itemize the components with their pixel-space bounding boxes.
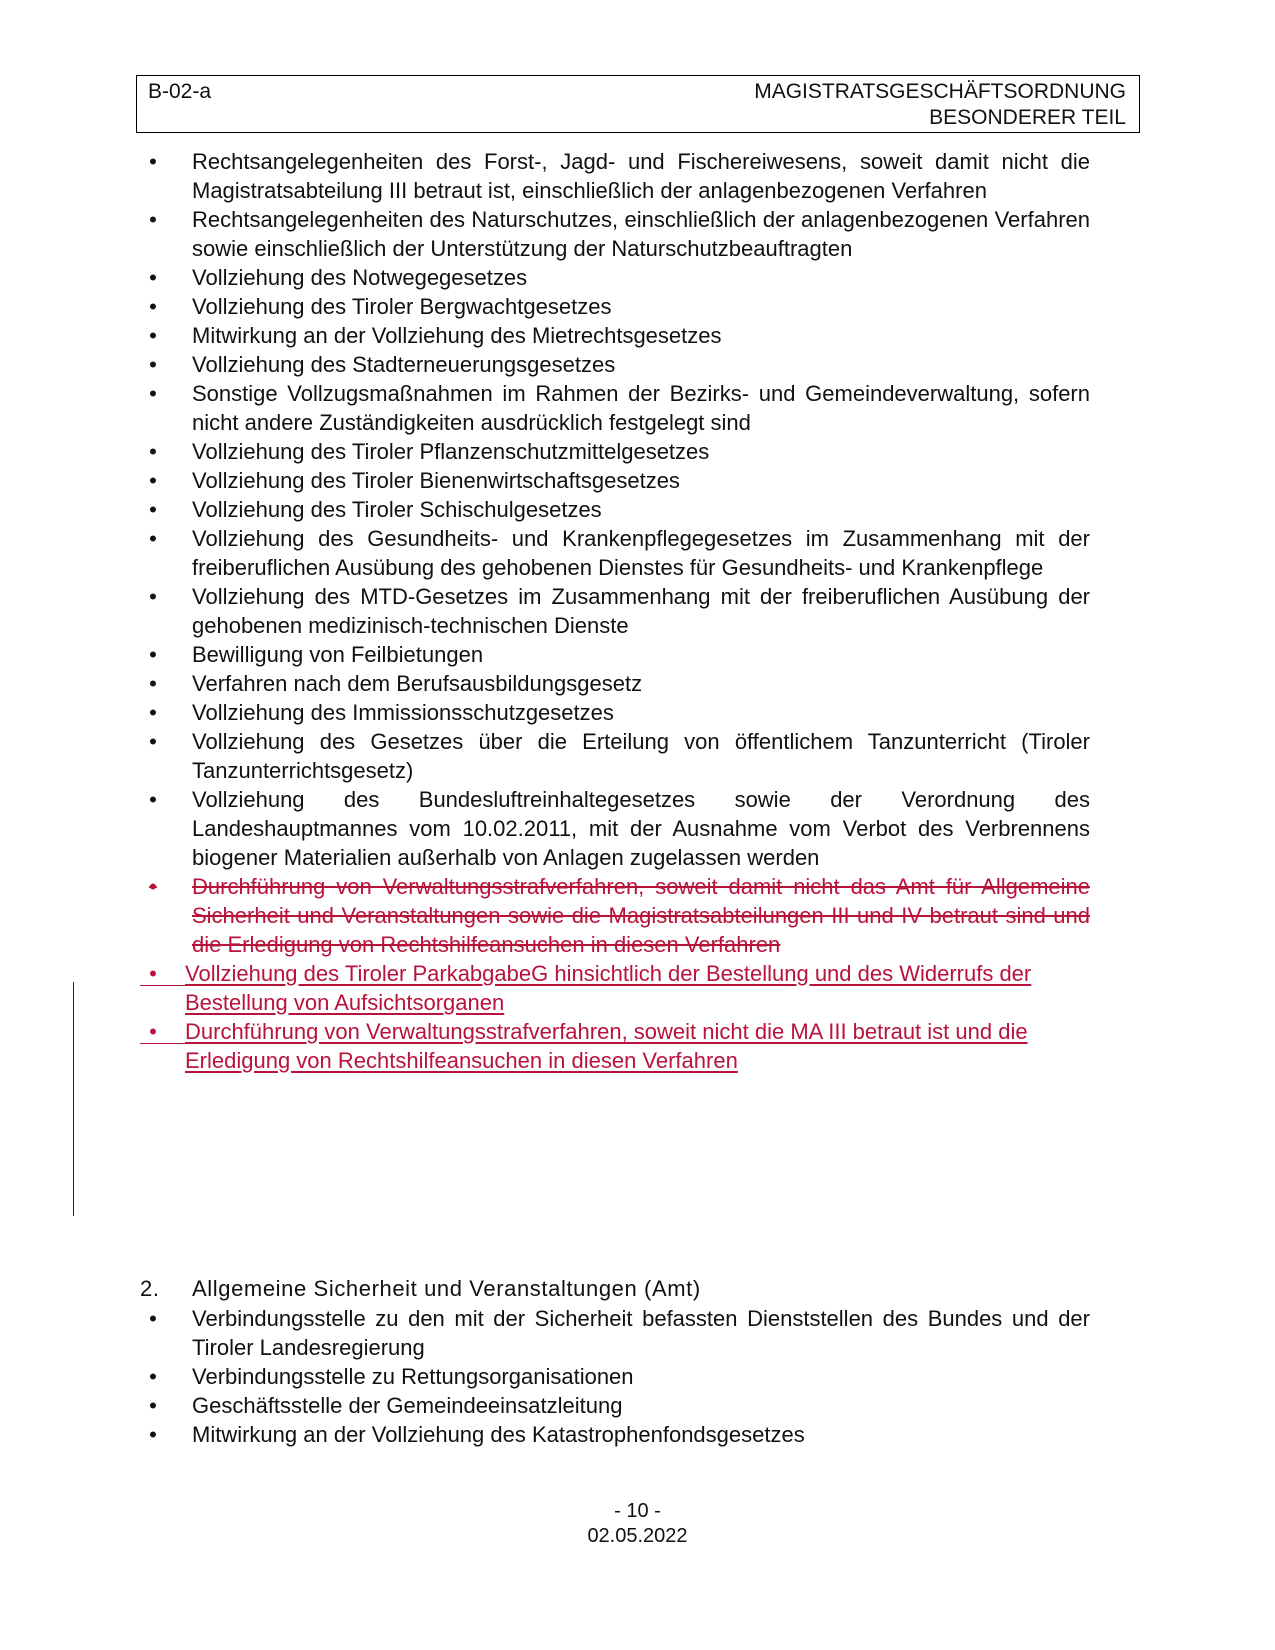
bullet-icon: •	[149, 671, 157, 696]
list-item	[140, 437, 1090, 466]
list-item	[140, 582, 1090, 640]
list-item	[140, 1304, 1090, 1362]
bullet-icon: •	[149, 1019, 157, 1044]
page-number: - 10 -	[614, 1500, 661, 1522]
list-item-text: Vollziehung des Bundesluftreinhaltegesetzes sowie der Verordnung des Landeshauptmannes vom 10.02.2011, mit der Ausnahme vom Verbot des Verbrennens biogener Materialien außerhalb von Anlagen zugelassen werden	[192, 787, 1090, 870]
list-item	[140, 350, 1090, 379]
bullet-icon: •	[149, 323, 157, 348]
bullet-icon: •	[149, 352, 157, 377]
section2-list	[140, 1304, 1090, 1449]
section-number: 2.	[140, 1276, 160, 1301]
list-item-text: Vollziehung des Notwegegesetzes	[192, 265, 528, 290]
list-item-text: Vollziehung des Gesetzes über die Erteilung von öffentlichem Tanzunterricht (Tiroler Tanzunterrichtsgesetz)	[192, 729, 1090, 783]
document-title	[754, 79, 1126, 131]
bullet-icon: •	[149, 787, 157, 812]
bullet-icon: •	[149, 642, 157, 667]
bullet-icon: •	[149, 1393, 157, 1418]
list-item	[140, 698, 1090, 727]
bullet-icon: •	[149, 1364, 157, 1389]
document-title-line2: BESONDERER TEIL	[929, 106, 1126, 129]
bullet-icon: •	[149, 439, 157, 464]
document-title-line1: MAGISTRATSGESCHÄFTSORDNUNG	[754, 80, 1126, 103]
deleted-list-item	[140, 872, 1090, 959]
list-item-text: Mitwirkung an der Vollziehung des Mietrechtsgesetzes	[192, 323, 722, 348]
revision-bar	[73, 982, 74, 1216]
list-item-text: Vollziehung des Immissionsschutzgesetzes	[192, 700, 614, 725]
list-item-text: Vollziehung des Gesundheits- und Krankenpflegegesetzes im Zusammenhang mit der freiberuflichen Ausübung des gehobenen Dienstes für Gesundheits- und Krankenpflege	[192, 526, 1090, 580]
inserted-list-item	[140, 1017, 1090, 1075]
bullet-icon: •	[149, 381, 157, 406]
list-item	[140, 669, 1090, 698]
list-item	[140, 263, 1090, 292]
bullet-icon: •	[149, 874, 157, 899]
bullet-icon: •	[149, 1422, 157, 1447]
list-item	[140, 785, 1090, 872]
bullet-icon: •	[149, 294, 157, 319]
list-item-text: Geschäftsstelle der Gemeindeeinsatzleitung	[192, 1393, 623, 1418]
list-item-text: Verbindungsstelle zu den mit der Sicherheit befassten Dienststellen des Bundes und der Tiroler Landesregierung	[192, 1306, 1090, 1360]
list-item	[140, 466, 1090, 495]
bullet-icon: •	[149, 468, 157, 493]
bullet-icon: •	[149, 961, 157, 986]
document-code: B-02-a	[148, 80, 212, 103]
list-item-text: Bewilligung von Feilbietungen	[192, 642, 484, 667]
list-item-text: Vollziehung des Tiroler Bergwachtgesetzes	[192, 294, 612, 319]
bullet-icon: •	[149, 149, 157, 174]
list-item	[140, 640, 1090, 669]
list-item-text: Rechtsangelegenheiten des Naturschutzes, einschließlich der anlagenbezogenen Verfahren sowie einschließlich der Unterstützung der Naturschutzbeauftragten	[192, 207, 1090, 261]
inserted-item-text: Vollziehung des Tiroler ParkabgabeG hinsichtlich der Bestellung und des Widerrufs der Bestellung von Aufsichtsorganen	[185, 961, 1032, 1015]
bullet-icon: •	[149, 526, 157, 551]
deleted-item-text: Durchführung von Verwaltungsstrafverfahren, soweit damit nicht das Amt für Allgemeine Sicherheit und Veranstaltungen sowie die Magistratsabteilungen III und IV betraut sind und die Erledigung von Rechtshilfeansuchen in diesen Verfahren	[192, 874, 1090, 957]
list-item-text: Verfahren nach dem Berufsausbildungsgesetz	[192, 671, 643, 696]
list-item	[140, 524, 1090, 582]
bullet-icon: •	[149, 265, 157, 290]
list-item-text: Vollziehung des Tiroler Schischulgesetzes	[192, 497, 602, 522]
bullet-icon: •	[149, 700, 157, 725]
list-item	[140, 1391, 1090, 1420]
list-item	[140, 495, 1090, 524]
list-item-text: Mitwirkung an der Vollziehung des Katastrophenfondsgesetzes	[192, 1422, 805, 1447]
list-item	[140, 1420, 1090, 1449]
list-item-text: Vollziehung des Stadterneuerungsgesetzes	[192, 352, 616, 377]
page-header	[136, 75, 1140, 133]
list-item	[140, 379, 1090, 437]
list-item-text: Rechtsangelegenheiten des Forst-, Jagd- und Fischereiwesens, soweit damit nicht die Magistratsabteilung III betraut ist, einschließlich der anlagenbezogenen Verfahren	[192, 149, 1090, 203]
inserted-list-item	[140, 959, 1090, 1017]
list-item-text: Vollziehung des Tiroler Bienenwirtschaftsgesetzes	[192, 468, 680, 493]
responsibility-list	[140, 147, 1090, 1075]
list-item	[140, 147, 1090, 205]
list-item	[140, 1362, 1090, 1391]
list-item	[140, 727, 1090, 785]
list-item	[140, 205, 1090, 263]
bullet-icon: •	[149, 1306, 157, 1331]
page-date: 02.05.2022	[587, 1525, 688, 1547]
list-item-text: Vollziehung des MTD-Gesetzes im Zusammenhang mit der freiberuflichen Ausübung der gehobenen medizinisch-technischen Dienste	[192, 584, 1090, 638]
bullet-icon: •	[149, 207, 157, 232]
list-item	[140, 292, 1090, 321]
list-item-text: Vollziehung des Tiroler Pflanzenschutzmittelgesetzes	[192, 439, 710, 464]
section-title: Allgemeine Sicherheit und Veranstaltungen (Amt)	[192, 1276, 701, 1301]
list-item-text: Sonstige Vollzugsmaßnahmen im Rahmen der Bezirks- und Gemeindeverwaltung, sofern nicht andere Zuständigkeiten ausdrücklich festgelegt sind	[192, 381, 1090, 435]
list-item-text: Verbindungsstelle zu Rettungsorganisationen	[192, 1364, 634, 1389]
list-item	[140, 321, 1090, 350]
bullet-icon: •	[149, 729, 157, 754]
inserted-item-text: Durchführung von Verwaltungsstrafverfahren, soweit nicht die MA III betraut ist und die Erledigung von Rechtshilfeansuchen in diesen Verfahren	[185, 1019, 1028, 1073]
bullet-icon: •	[149, 497, 157, 522]
bullet-icon: •	[149, 584, 157, 609]
section-heading	[140, 1274, 701, 1303]
